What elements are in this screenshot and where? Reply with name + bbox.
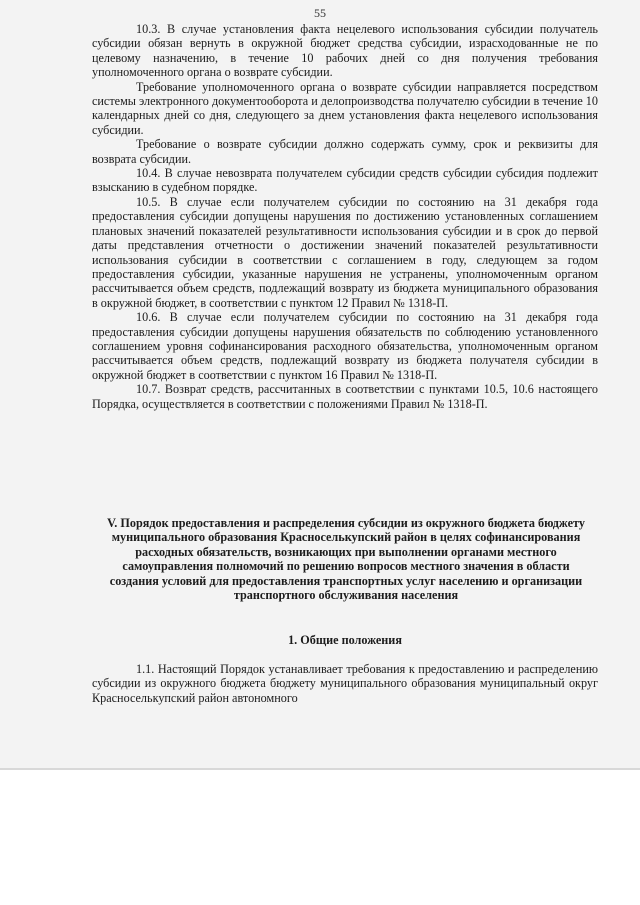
paragraph-demand-delivery: Требование уполномоченного органа о возврате субсидии направляется посредством системы электронного документооборота и делопроизводства получателю субсидии в течение 10 календарных дней со дня, следующего за днем установления факта нецелевого использования субсидии.	[92, 79, 598, 137]
paragraph-10-6: 10.6. В случае если получателем субсидии по состоянию на 31 декабря года предоставления субсидии допущены нарушения обязательств по соблюдению установленного соглашением уровня софинансирования расходного обязательства, уполномоченным органом рассчитывается объем средств, подлежащий возврату из бюджета получателя субсидии в окружной бюджет в соответствии с пунктом 16 Правил № 1318-П.	[92, 310, 598, 382]
paragraph-1-1: 1.1. Настоящий Порядок устанавливает требования к предоставлению и распределению субсидии из окружного бюджета бюджету муниципального образования муниципальный округ Красноселькупский район автономного	[92, 662, 598, 705]
paragraph-10-3: 10.3. В случае установления факта нецелевого использования субсидии получатель субсидии обязан вернуть в окружной бюджет средства субсидии, израсходованные не по целевому назначению, в течение 10 рабочих дней со дня получения требования уполномоченного органа о возврате субсидии.	[92, 22, 598, 80]
paragraph-10-4: 10.4. В случае невозврата получателем субсидии средств субсидии субсидия подлежит взысканию в судебном порядке.	[92, 166, 598, 195]
paragraph-10-5: 10.5. В случае если получателем субсидии по состоянию на 31 декабря года предоставления субсидии допущены нарушения по достижению установленных соглашением плановых значений показателей результативности использования субсидии и в срок до первой даты представления отчетности о достижении значений показателей результативности использования субсидии в соответствии с соглашением в году, следующем за годом предоставления субсидии, указанные нарушения не устранены, уполномоченным органом рассчитывается объем средств, подлежащий возврату из бюджета муниципального образования в окружной бюджет, в соответствии с пунктом 12 Правил № 1318-П.	[92, 194, 598, 310]
paragraph-10-7: 10.7. Возврат средств, рассчитанных в соответствии с пунктами 10.5, 10.6 настоящего Порядка, осуществляется в соответствии с положениями Правил № 1318-П.	[92, 382, 598, 411]
paragraph-demand-content: Требование о возврате субсидии должно содержать сумму, срок и реквизиты для возврата субсидии.	[92, 137, 598, 166]
page-number: 55	[314, 6, 326, 20]
section-v-body	[92, 662, 598, 705]
section-v-title: V. Порядок предоставления и распределения субсидии из окружного бюджета бюджету муниципального образования Красноселькупский район в целях софинансирования расходных обязательств, возникающих при выполнении органами местного самоуправления полномочий по решению вопросов местного значения в области создания условий для предоставления транспортных услуг населению и организации транспортного обслуживания населения	[107, 516, 585, 603]
body-text	[92, 22, 598, 411]
subsection-title: 1. Общие положения	[288, 633, 402, 647]
